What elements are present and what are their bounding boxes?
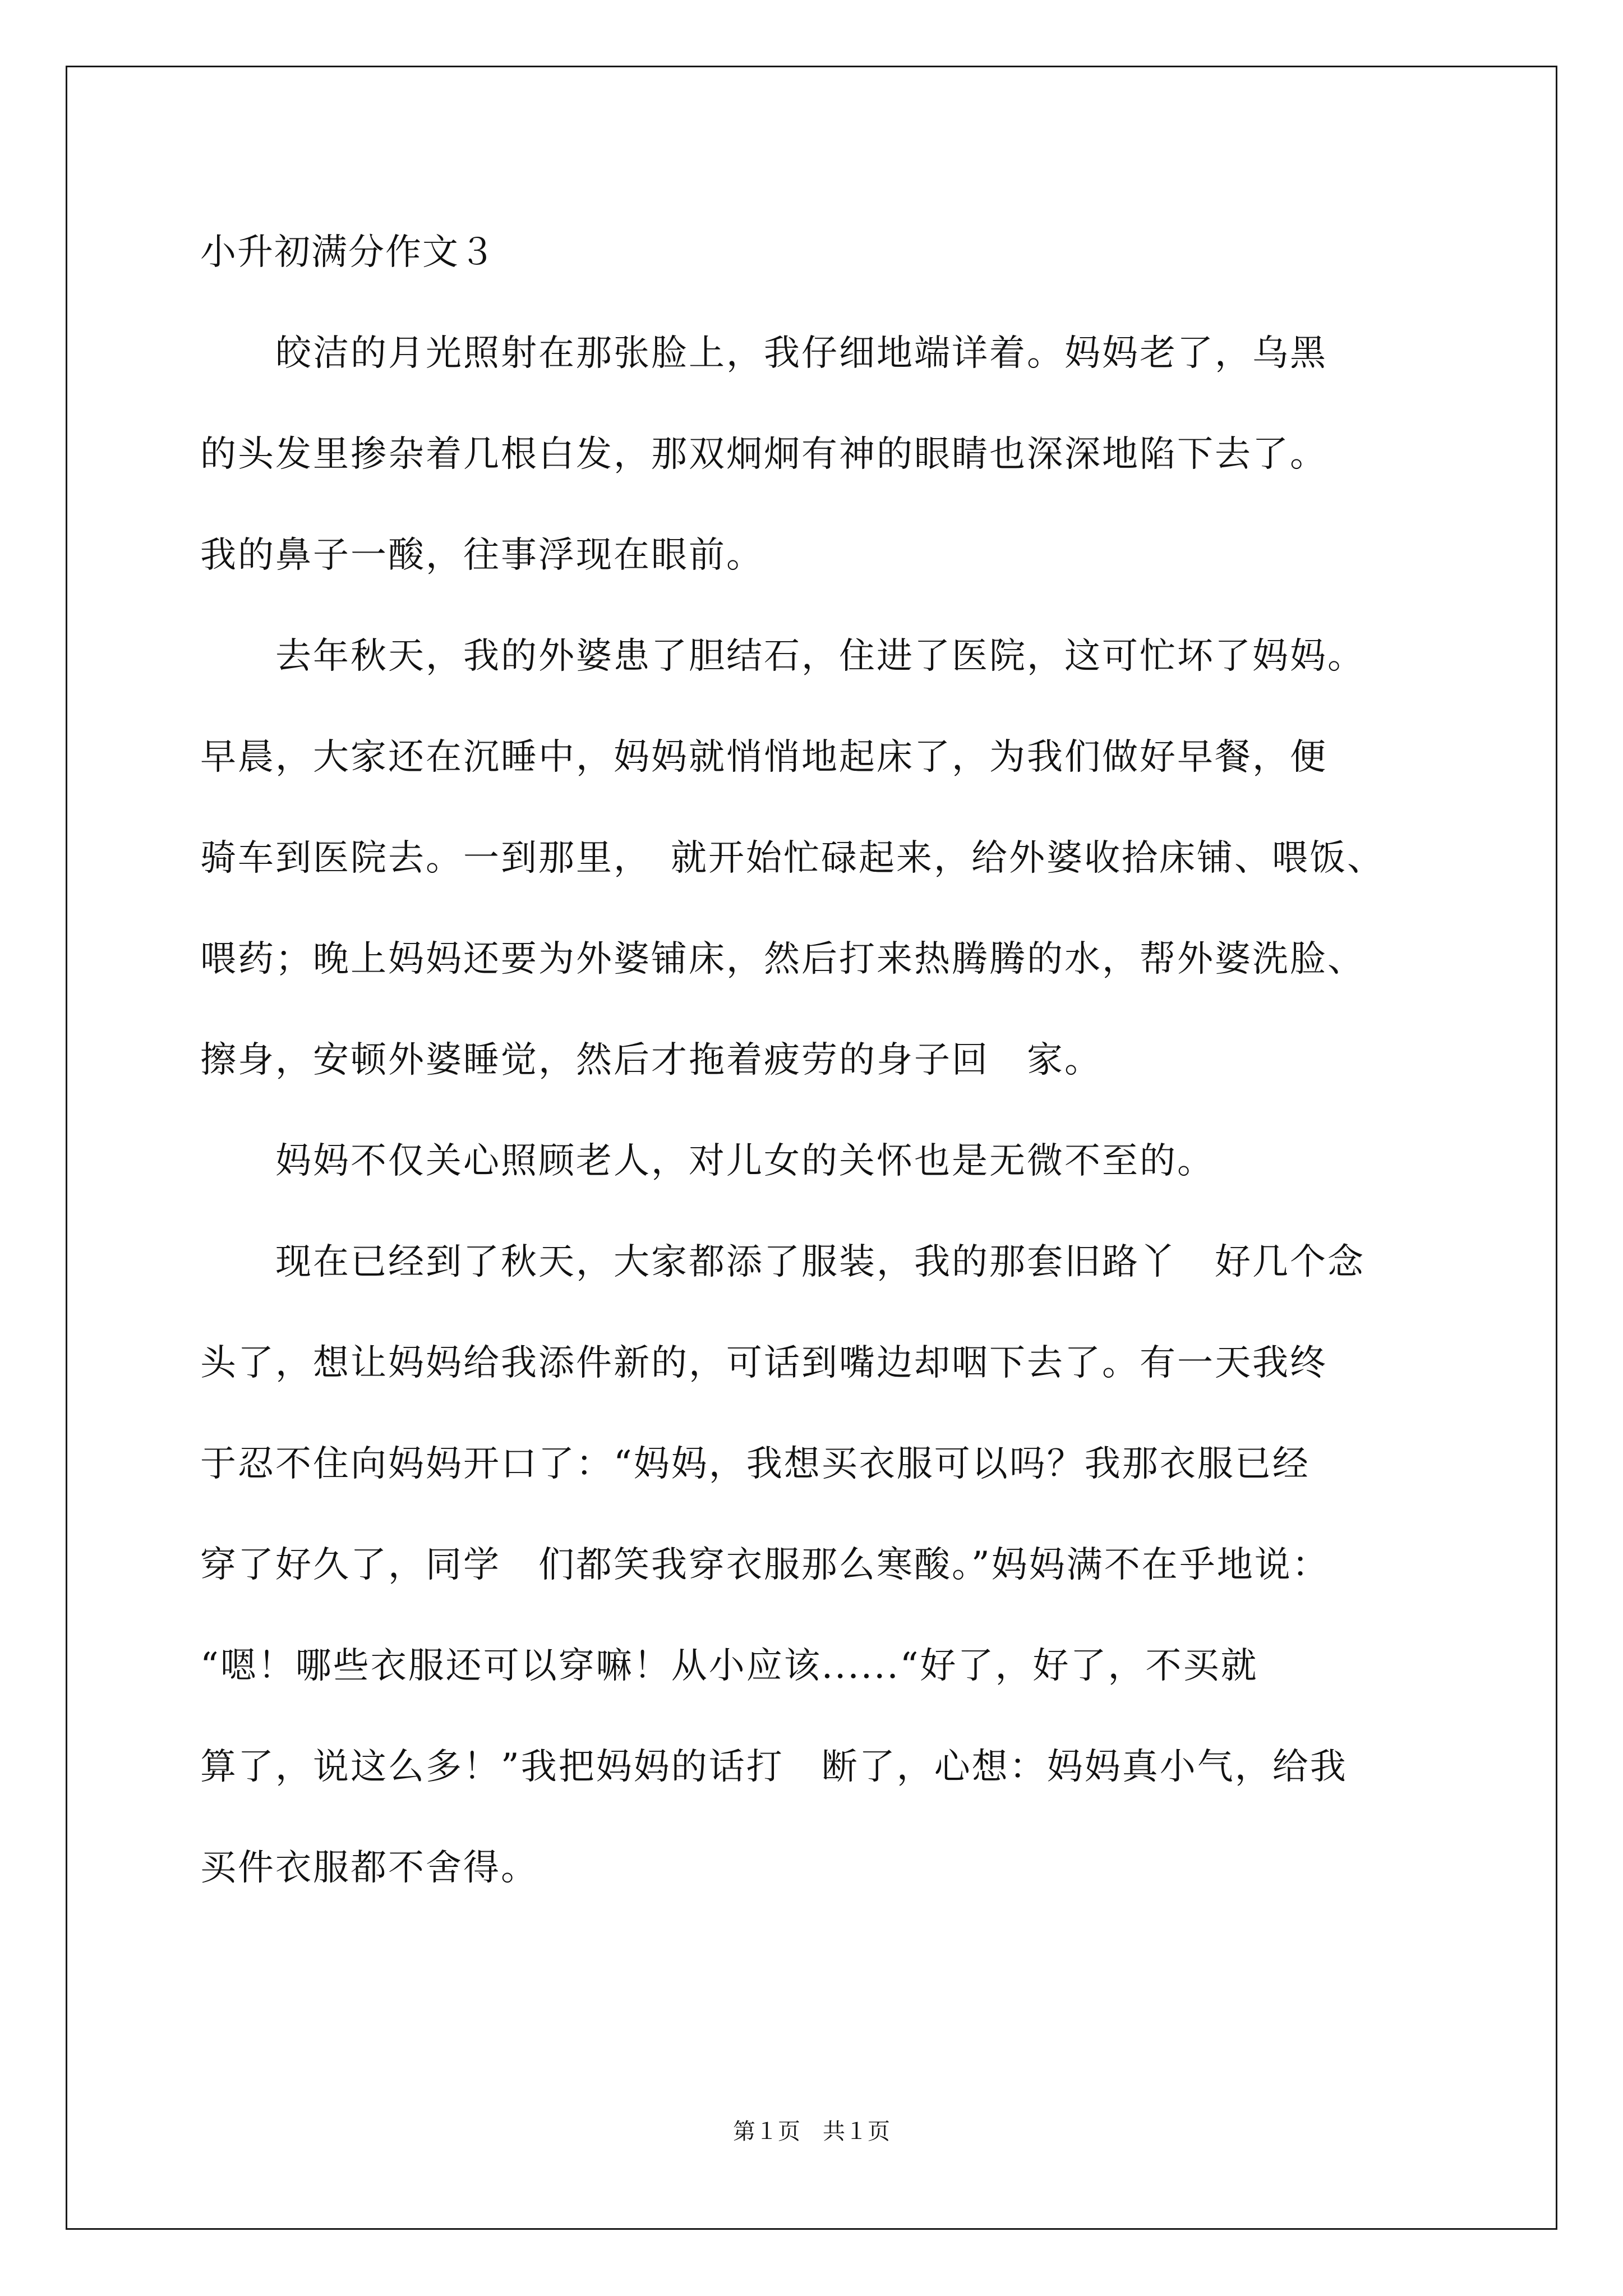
body-line: 早晨，大家还在沉睡中，妈妈就悄悄地起床了，为我们做好早餐，便 [200, 737, 1327, 778]
body-line: 穿了好久了，同学 们都笑我穿衣服那么寒酸。”妈妈满不在乎地说： [200, 1544, 1330, 1586]
body-line: 擦身，安顿外婆睡觉，然后才拖着疲劳的身子回 家。 [200, 1039, 1102, 1081]
body-line: 皎洁的月光照射在那张脸上，我仔细地端详着。妈妈老了，乌黑 [200, 333, 1327, 374]
body-line: 现在已经到了秋天，大家都添了服装，我的那套旧路丫 好几个念 [200, 1241, 1365, 1283]
document-title: 小升初满分作文３ [200, 232, 496, 273]
body-line: 算了，说这么多！”我把妈妈的话打 断了，心想：妈妈真小气，给我 [200, 1746, 1348, 1788]
body-line: 的头发里掺杂着几根白发，那双炯炯有神的眼睛也深深地陷下去了。 [200, 434, 1327, 475]
body-line: 去年秋天，我的外婆患了胆结石，住进了医院，这可忙坏了妈妈。 [200, 636, 1365, 677]
body-line: “嗯！哪些衣服还可以穿嘛！从小应该......“好了，好了，不买就 [200, 1645, 1258, 1687]
body-line: 骑车到医院去。一到那里， 就开始忙碌起来，给外婆收拾床铺、喂饭、 [200, 838, 1385, 879]
page-number-footer: 第１页 共１页 [733, 2119, 890, 2145]
body-line: 于忍不住向妈妈开口了：“妈妈，我想买衣服可以吗？我那衣服已经 [200, 1443, 1310, 1485]
body-line: 喂药；晚上妈妈还要为外婆铺床，然后打来热腾腾的水，帮外婆洗脸、 [200, 938, 1365, 980]
body-line: 我的鼻子一酸，往事浮现在眼前。 [200, 535, 764, 576]
body-line: 买件衣服都不舍得。 [200, 1847, 538, 1889]
body-line: 妈妈不仅关心照顾老人，对儿女的关怀也是无微不至的。 [200, 1140, 1215, 1182]
body-line: 头了，想让妈妈给我添件新的，可话到嘴边却咽下去了。有一天我终 [200, 1342, 1327, 1384]
